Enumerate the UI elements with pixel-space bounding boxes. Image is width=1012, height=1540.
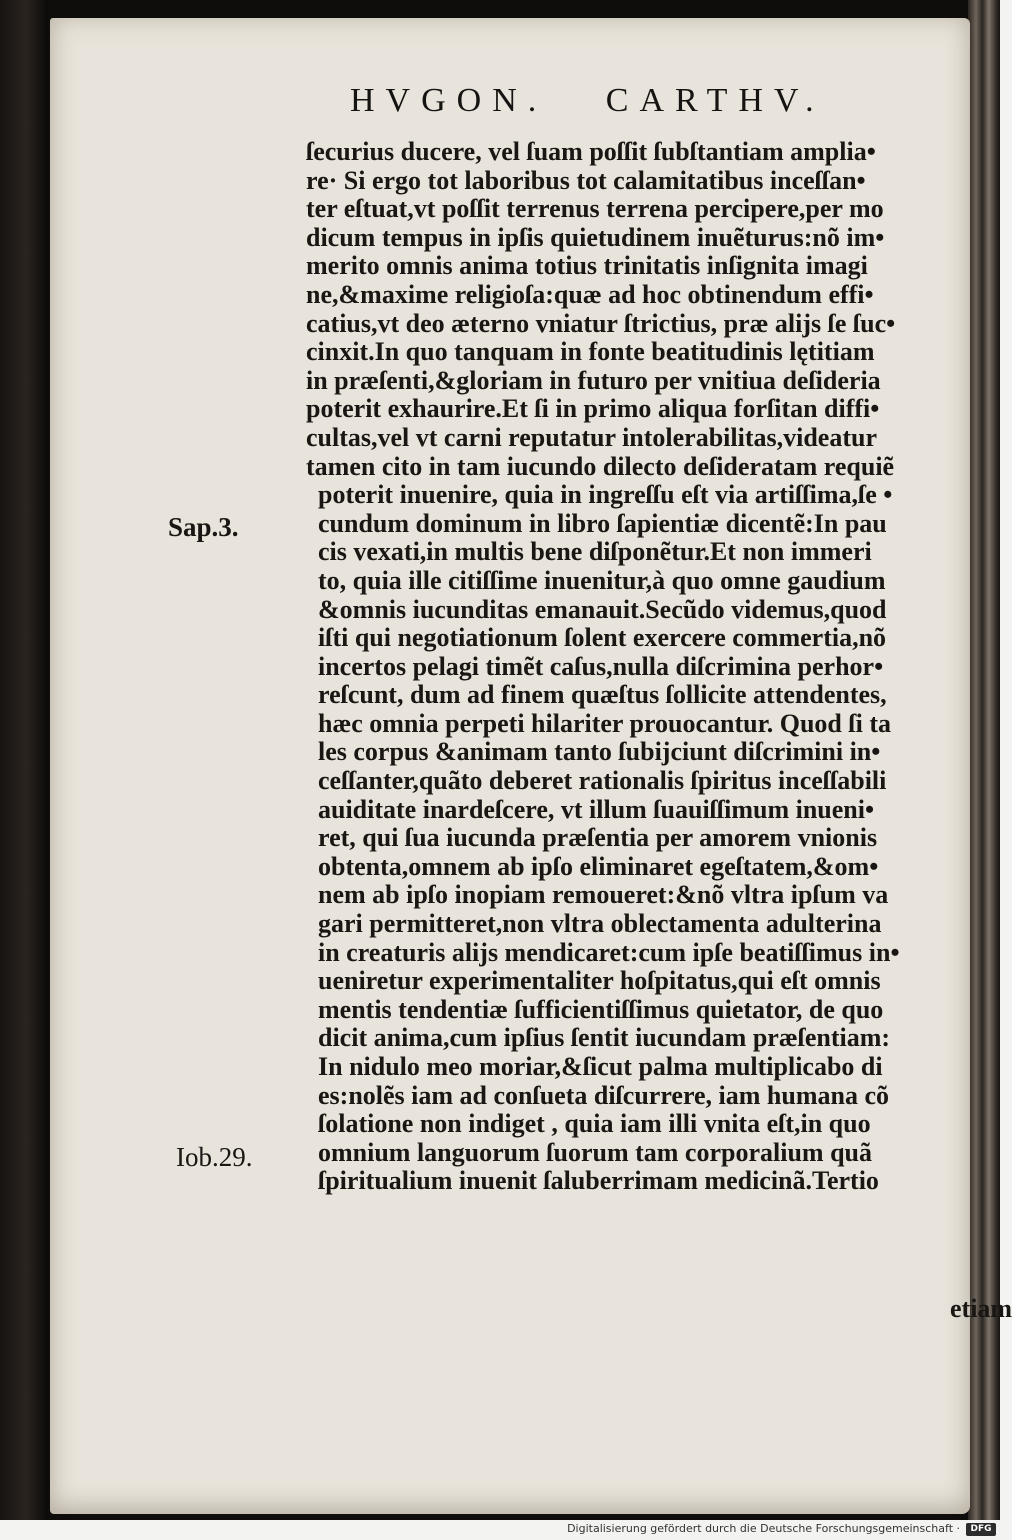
- text-line: nem ab ipſo inopiam remoueret:&nõ vltra ipſum va: [318, 880, 889, 910]
- text-line: re· Si ergo tot laboribus tot calamitatibus inceſſan•: [306, 165, 866, 195]
- digitization-footer: [0, 1520, 1000, 1540]
- text-line: mentis tendentiæ ſufficientiſſimus quietator, de quo: [318, 994, 884, 1024]
- marginal-note-iob: Iob.29.: [176, 1142, 253, 1172]
- text-line: es:nolẽs iam ad conſueta diſcurrere, iam humana cõ: [318, 1080, 890, 1110]
- text-line: ne,&maxime religioſa:quæ ad hoc obtinendum effi•: [306, 279, 874, 309]
- binding-edge: [0, 0, 48, 1520]
- marginal-note-sap: Sap.3.: [168, 512, 239, 542]
- text-line: ret, qui ſua iucunda præſentia per amorem vnionis: [318, 823, 878, 853]
- text-line: tamen cito in tam iucundo dilecto deſideratam requiẽ: [306, 451, 895, 481]
- text-line: poterit exhaurire.Et ſi in primo aliqua forſitan diffi•: [306, 394, 880, 424]
- text-line: to, quia ille citiſſime inuenitur,à quo omne gaudium: [318, 565, 886, 595]
- text-line: obtenta,omnem ab ipſo eliminaret egeſtatem,&om•: [318, 851, 879, 881]
- text-line: iſti qui negotiationum ſolent exercere commertia,nõ: [318, 623, 887, 653]
- text-line: &omnis iucunditas emanauit.Secũdo videmus,quod: [318, 594, 887, 624]
- text-line: gari permitteret,non vltra oblectamenta adulterina: [318, 909, 882, 939]
- page-paper: [50, 18, 1012, 1514]
- text-line: poterit inuenire, quia in ingreſſu eſt via artiſſima,ſe •: [318, 480, 893, 510]
- text-line: hæc omnia perpeti hilariter prouocantur. Quod ſi ta: [318, 708, 891, 738]
- text-line: cinxit.In quo tanquam in fonte beatitudinis lętitiam: [306, 337, 875, 367]
- text-line: les corpus &animam tanto ſubijciunt diſcrimini in•: [318, 737, 881, 767]
- text-line: cundum dominum in libro ſapientiæ dicentẽ:In pau: [318, 508, 887, 538]
- text-line: dicit anima,cum ipſius ſentit iucundam præſentiam:: [318, 1023, 891, 1053]
- text-line: catius,vt deo æterno vniatur ſtrictius, præ alijs ſe ſuc•: [306, 308, 896, 338]
- funding-credit: Digitalisierung gefördert durch die Deutsche Forschungsgemeinschaft ·: [567, 1522, 960, 1535]
- text-line: ſolatione non indiget , quia iam illi vnita eſt,in quo: [318, 1109, 871, 1139]
- text-line: in præſenti,&gloriam in futuro per vnitiua deſideria: [306, 365, 881, 395]
- text-line: auiditate inardeſcere, vt illum ſuauiſſimum inueni•: [318, 794, 875, 824]
- text-line: ſpiritualium inuenit ſaluberrimam medicinã.Tertio: [318, 1166, 879, 1196]
- text-line: ceſſanter,quãto deberet rationalis ſpiritus inceſſabili: [318, 766, 887, 796]
- text-line: ſecurius ducere, vel ſuam poſſit ſubſtantiam amplia•: [306, 137, 876, 166]
- text-line: in creaturis alijs mendicaret:cum ipſe beatiſſimus in•: [318, 937, 900, 967]
- text-line: cis vexati,in multis bene diſponẽtur.Et non immeri: [318, 537, 872, 567]
- catchword: etiam: [950, 1294, 1012, 1323]
- text-line: omnium languorum ſuorum tam corporalium quã: [318, 1137, 872, 1167]
- running-header: HVGON. CARTHV.: [350, 82, 825, 119]
- body-text: [306, 138, 1012, 1196]
- text-line: incertos pelagi timẽt caſus,nulla diſcrimina perhor•: [318, 651, 884, 681]
- text-line: In nidulo meo moriar,&ſicut palma multiplicabo di: [318, 1052, 883, 1081]
- text-line: ueniretur experimentaliter hoſpitatus,qui eſt omnis: [318, 966, 881, 996]
- text-line: dicum tempus in ipſis quietudinem inuẽturus:nõ im•: [306, 222, 885, 252]
- dfg-logo: DFG: [966, 1523, 996, 1536]
- text-line: reſcunt, dum ad finem quæſtus ſollicite attendentes,: [318, 680, 887, 710]
- text-line: merito omnis anima totius trinitatis inſignita imagi: [306, 251, 868, 281]
- text-line: ter eſtuat,vt poſſit terrenus terrena percipere,per mo: [306, 194, 884, 224]
- text-line: cultas,vel vt carni reputatur intolerabilitas,videatur: [306, 422, 877, 452]
